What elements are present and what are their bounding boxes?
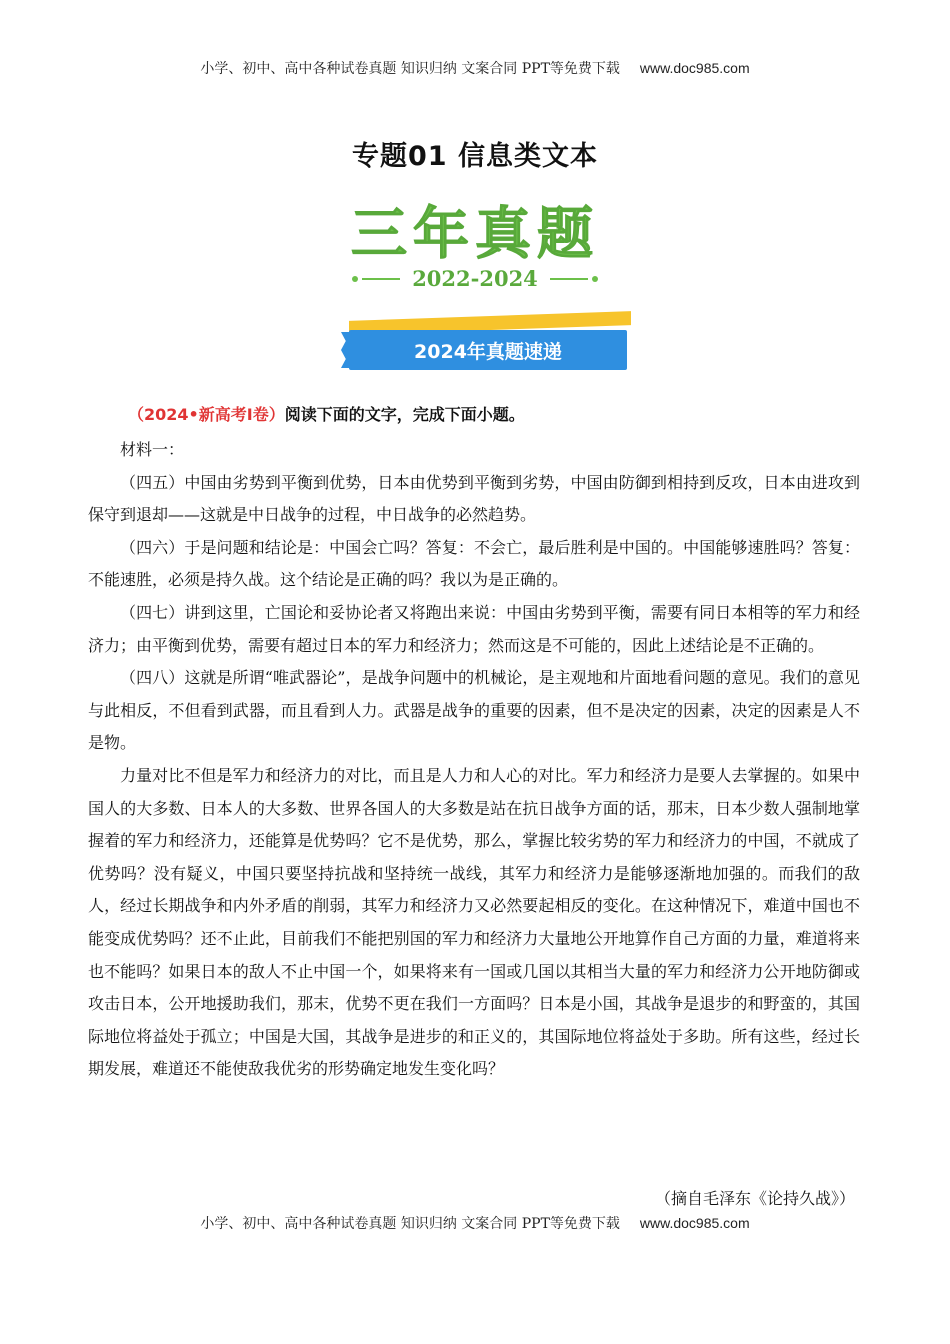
material-content (88, 434, 860, 1086)
footer-text: 小学、初中、高中各种试卷真题 知识归纳 文案合同 PPT等免费下载 (200, 1216, 620, 1232)
citation: （摘自毛泽东《论持久战》） (654, 1189, 855, 1208)
header-site-link[interactable]: www.doc985.com (639, 60, 750, 76)
divider-dot-icon (352, 276, 358, 282)
years-range: 2022-2024 (412, 266, 538, 291)
paragraph: （四七）讲到这里，亡国论和妥协论者又将跑出来说：中国由劣势到平衡，需要有同日本相等的军力和经济力；由平衡到优势，需要有超过日本的军力和经济力；然而这是不可能的，因此上述结论是不正确的。 (88, 602, 860, 655)
years-divider (0, 266, 950, 291)
header-text: 小学、初中、高中各种试卷真题 知识归纳 文案合同 PPT等免费下载 (200, 61, 620, 77)
big-title: 三年真题 (351, 202, 599, 267)
divider-dot-icon (592, 276, 598, 282)
page-footer (0, 1213, 950, 1233)
divider-line (550, 278, 588, 280)
document-title: 专题01 信息类文本 (352, 141, 598, 172)
banner-label: 2024年真题速递 (349, 330, 627, 370)
question-prompt: 阅读下面的文字，完成下面小题。 (284, 405, 525, 424)
question-source: （2024•新高考Ⅰ卷） (128, 405, 285, 424)
paragraph: （四五）中国由劣势到平衡到优势，日本由优势到平衡到劣势，中国由防御到相持到反攻，日本由进攻到保守到退却——这就是中日战争的过程，中日战争的必然趋势。 (88, 472, 860, 525)
paragraph: （四六）于是问题和结论是：中国会亡吗？答复：不会亡，最后胜利是中国的。中国能够速胜吗？答复：不能速胜，必须是持久战。这个结论是正确的吗？我以为是正确的。 (88, 537, 860, 590)
question-heading (128, 402, 525, 425)
material-label: 材料一： (120, 440, 185, 459)
paragraph: （四八）这就是所谓“唯武器论”，是战争问题中的机械论，是主观地和片面地看问题的意见。我们的意见与此相反，不但看到武器，而且看到人力。武器是战争的重要的因素，但不是决定的因素，决定的因素是人不是物。 (88, 668, 860, 753)
page-header (0, 58, 950, 78)
footer-site-link[interactable]: www.doc985.com (639, 1215, 750, 1231)
section-banner (341, 314, 631, 372)
paragraph: 力量对比不但是军力和经济力的对比，而且是人力和人心的对比。军力和经济力是要人去掌握的。如果中国人的大多数、日本人的大多数、世界各国人的大多数是站在抗日战争方面的话，那末，日本少数人强制地掌握着的军力和经济力，还能算是优势吗？它不是优势，那么，掌握比较劣势的军力和经济力的中国，不就成了优势吗？没有疑义，中国只要坚持抗战和坚持统一战线，其军力和经济力是能够逐渐地加强的。而我们的敌人，经过长期战争和内外矛盾的削弱，其军力和经济力又必然要起相反的变化。在这种情况下，难道中国也不能变成优势吗？还不止此，目前我们不能把别国的军力和经济力大量地公开地算作自己方面的力量，难道将来也不能吗？如果日本的敌人不止中国一个，如果将来有一国或几国以其相当大量的军力和经济力公开地防御或攻击日本，公开地援助我们，那末，优势不更在我们一方面吗？日本是小国，其战争是退步的和野蛮的，其国际地位将益处于孤立；中国是大国，其战争是进步的和正义的，其国际地位将益处于多助。所有这些，经过长期发展，难道还不能使敌我优劣的形势确定地发生变化吗？ (88, 765, 860, 1079)
divider-line (362, 278, 400, 280)
